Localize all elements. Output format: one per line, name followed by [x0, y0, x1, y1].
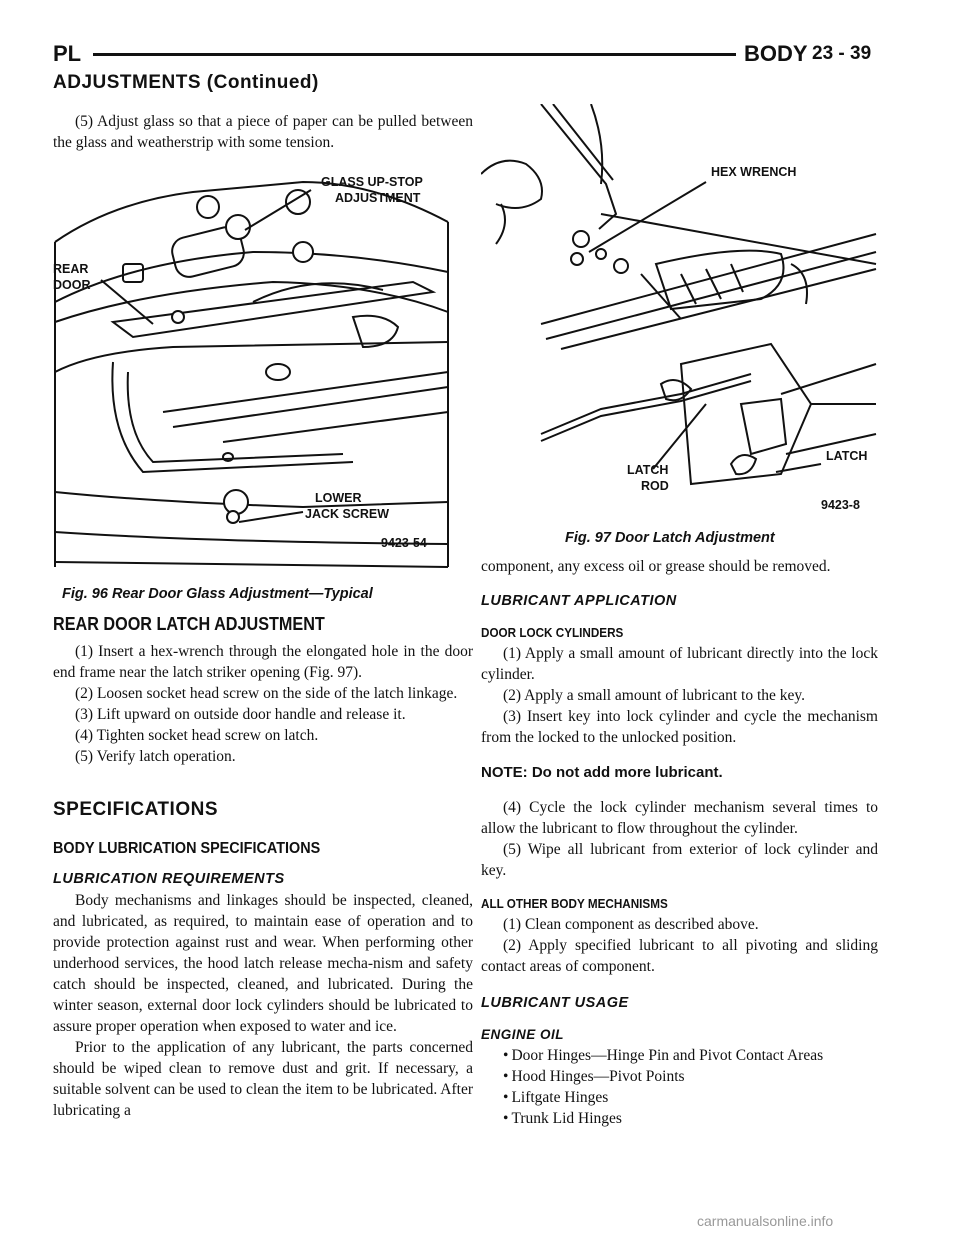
lubrication-spec-heading: BODY LUBRICATION SPECIFICATIONS — [53, 840, 321, 857]
engine-oil-heading: ENGINE OIL — [481, 1027, 565, 1042]
dlc-step-1: (1) Apply a small amount of lubricant directly into the lock cylinder. — [481, 645, 878, 683]
fig96-label-door: DOOR — [53, 278, 91, 292]
fig97-caption: Fig. 97 Door Latch Adjustment — [565, 530, 775, 546]
left-intro — [53, 111, 473, 153]
header-section-code: PL — [53, 41, 82, 66]
fig96-caption: Fig. 96 Rear Door Glass Adjustment—Typical — [62, 586, 373, 602]
fig96-label-adjustment: ADJUSTMENT — [335, 191, 421, 205]
requirements-para-1: Body mechanisms and linkages should be inspected, cleaned, and lubricated, as required, to maintain ease of operation and to provide protection against rust and wear. When performing other underhood services, the hood latch release mecha-nism and safety catch should be inspected, cleaned, and lubricated. During the winter season, external door lock cylinders should be lubricated to assure proper operation when exposed to water and ice. — [53, 892, 473, 1035]
other-step-1: (1) Clean component as described above. — [503, 916, 759, 933]
dlc-step-4: (4) Cycle the lock cylinder mechanism several times to allow the lubricant to flow throughout the cylinder. — [481, 799, 878, 837]
fig97-label-latch: LATCH — [826, 449, 868, 463]
fig96-label-glass-stop: GLASS UP-STOP — [321, 175, 423, 189]
requirements-heading: LUBRICATION REQUIREMENTS — [53, 871, 285, 887]
fig97-drawing — [481, 104, 881, 522]
latch-step-2: (2) Loosen socket head screw on the side of the latch linkage. — [75, 685, 458, 702]
dlc-step-5: (5) Wipe all lubricant from exterior of lock cylinder and key. — [481, 841, 878, 879]
application-heading: LUBRICANT APPLICATION — [481, 593, 677, 609]
footer-watermark: carmanualsonline.info — [697, 1213, 834, 1229]
fig96-label-lower: LOWER — [315, 491, 362, 505]
note-text: NOTE: Do not add more lubricant. — [481, 764, 723, 781]
latch-step-3: (3) Lift upward on outside door handle and release it. — [75, 706, 406, 723]
latch-heading: REAR DOOR LATCH ADJUSTMENT — [53, 614, 325, 634]
header-rule — [93, 53, 736, 56]
usage-heading: LUBRICANT USAGE — [481, 995, 629, 1011]
fig96-illustration — [53, 172, 453, 574]
header-chapter: BODY — [744, 41, 808, 66]
fig97-code: 9423-8 — [821, 498, 860, 512]
other-mechanisms-heading: ALL OTHER BODY MECHANISMS — [481, 896, 668, 911]
right-column — [481, 556, 878, 1129]
header-subtitle: ADJUSTMENTS (Continued) — [53, 72, 319, 93]
header-page-number: 23 - 39 — [812, 43, 872, 64]
oil-item-2: • Hood Hinges—Pivot Points — [481, 1066, 878, 1087]
latch-step-1: (1) Insert a hex-wrench through the elongated hole in the door end frame near the latch striker opening (Fig. 97). — [53, 643, 473, 681]
specifications-heading: SPECIFICATIONS — [53, 799, 218, 820]
requirements-para-2: Prior to the application of any lubricant, the parts concerned should be wiped clean to remove dust and grit. If necessary, a suitable solvent can be used to clean the item to be lubricated. After lubricating a — [53, 1039, 473, 1119]
latch-step-5: (5) Verify latch operation. — [75, 748, 236, 765]
fig97-illustration — [481, 104, 881, 522]
oil-item-3: • Liftgate Hinges — [481, 1087, 878, 1108]
left-column — [53, 614, 473, 1121]
dlc-step-3: (3) Insert key into lock cylinder and cycle the mechanism from the locked to the unlocked position. — [481, 708, 878, 746]
door-lock-cylinders-heading: DOOR LOCK CYLINDERS — [481, 625, 624, 640]
fig96-label-jack-screw: JACK SCREW — [305, 507, 390, 521]
latch-step-4: (4) Tighten socket head screw on latch. — [75, 727, 319, 744]
fig97-label-latch-rod-2: ROD — [641, 479, 669, 493]
fig97-label-latch-rod-1: LATCH — [627, 463, 669, 477]
fig96-code: 9423-54 — [381, 536, 427, 550]
adjust-glass-step: (5) Adjust glass so that a piece of paper can be pulled between the glass and weatherstrip with some tension. — [53, 113, 473, 151]
other-step-2: (2) Apply specified lubricant to all pivoting and sliding contact areas of component. — [481, 937, 878, 975]
continued-text: component, any excess oil or grease should be removed. — [481, 558, 831, 575]
fig96-drawing — [53, 172, 453, 574]
fig97-label-hex-wrench: HEX WRENCH — [711, 165, 797, 179]
oil-item-1: • Door Hinges—Hinge Pin and Pivot Contact Areas — [481, 1045, 878, 1066]
oil-item-4: • Trunk Lid Hinges — [481, 1108, 878, 1129]
dlc-step-2: (2) Apply a small amount of lubricant to the key. — [503, 687, 806, 704]
fig96-label-rear: REAR — [53, 262, 89, 276]
